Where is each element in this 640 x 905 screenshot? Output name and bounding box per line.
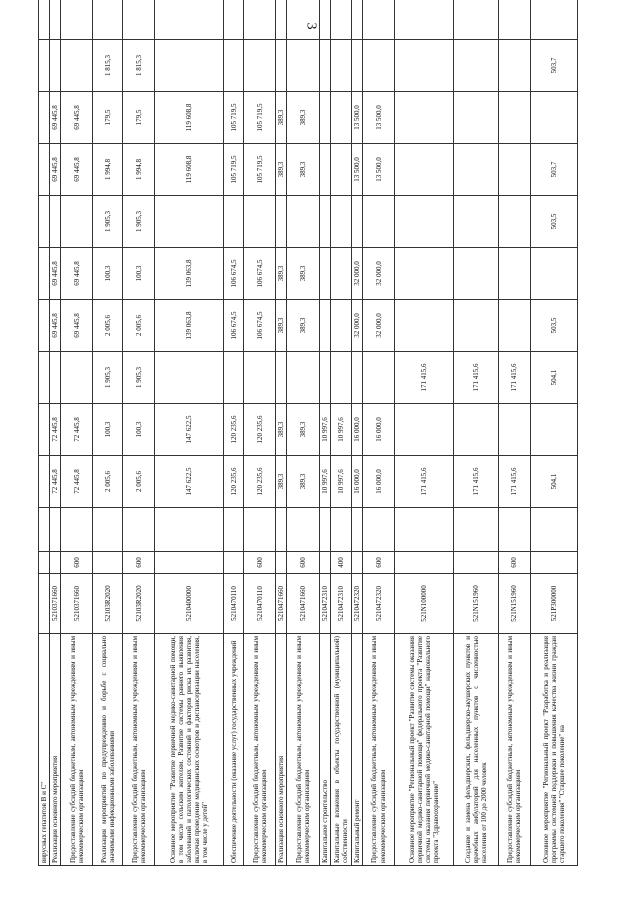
amount-cell <box>287 196 319 248</box>
budget-code-cell: 5210472320 <box>362 574 394 634</box>
amount-cell <box>276 0 287 40</box>
budget-code-cell: 5210470110 <box>244 574 276 634</box>
table-row <box>276 0 287 866</box>
amount-cell <box>244 0 276 40</box>
amount-cell <box>454 40 498 92</box>
amount-cell <box>155 352 224 404</box>
amount-cell <box>330 352 351 404</box>
amount-cell <box>530 508 577 552</box>
amount-cell <box>362 196 394 248</box>
amount-cell: 100,3 <box>93 248 123 300</box>
amount-cell <box>330 300 351 352</box>
amount-cell <box>454 404 498 456</box>
amount-cell <box>39 508 50 552</box>
expense-type-cell <box>276 552 287 574</box>
amount-cell <box>319 352 330 404</box>
amount-cell <box>351 196 362 248</box>
amount-cell: 32 000,0 <box>351 248 362 300</box>
amount-cell: 13 500,0 <box>351 144 362 196</box>
row-name-cell: Предоставление субсидий бюджетным, автономным учреждениям и иным некоммерческим организациям <box>61 634 93 866</box>
amount-cell <box>530 92 577 144</box>
amount-cell <box>330 144 351 196</box>
table-row <box>61 0 93 866</box>
budget-code-cell: 5210471660 <box>287 574 319 634</box>
amount-cell <box>498 300 530 352</box>
amount-cell: 1 905,3 <box>123 352 155 404</box>
row-name-cell: Предоставление субсидий бюджетным, автономным учреждениям и иным некоммерческим организациям <box>362 634 394 866</box>
amount-cell: 2 005,6 <box>123 456 155 508</box>
row-name-cell: Реализация основного мероприятия <box>50 634 61 866</box>
amount-cell <box>276 196 287 248</box>
amount-cell: 389,3 <box>276 144 287 196</box>
amount-cell <box>276 40 287 92</box>
amount-cell: 179,5 <box>123 92 155 144</box>
amount-cell: 1 905,3 <box>123 196 155 248</box>
amount-cell <box>395 248 454 300</box>
amount-cell: 69 445,8 <box>50 92 61 144</box>
amount-cell <box>39 92 50 144</box>
amount-cell <box>61 508 93 552</box>
table-row <box>155 0 224 866</box>
expense-type-cell <box>50 552 61 574</box>
amount-cell <box>395 0 454 40</box>
amount-cell: 171 415,6 <box>395 456 454 508</box>
amount-cell: 105 719,5 <box>244 92 276 144</box>
amount-cell <box>362 352 394 404</box>
amount-cell: 72 445,8 <box>61 404 93 456</box>
amount-cell <box>395 196 454 248</box>
amount-cell: 147 622,5 <box>155 404 224 456</box>
amount-cell <box>319 92 330 144</box>
row-name-cell: вирусных гепатитов В и С" <box>39 634 50 866</box>
amount-cell <box>498 404 530 456</box>
amount-cell <box>93 508 123 552</box>
amount-cell <box>276 508 287 552</box>
amount-cell: 119 608,8 <box>155 144 224 196</box>
amount-cell: 32 000,0 <box>362 300 394 352</box>
amount-cell <box>454 300 498 352</box>
amount-cell <box>530 404 577 456</box>
amount-cell: 105 719,5 <box>244 144 276 196</box>
amount-cell <box>39 40 50 92</box>
table-row <box>123 0 155 866</box>
amount-cell <box>330 0 351 40</box>
amount-cell: 147 622,5 <box>155 456 224 508</box>
amount-cell <box>498 40 530 92</box>
amount-cell: 32 000,0 <box>351 300 362 352</box>
amount-cell: 69 445,8 <box>61 248 93 300</box>
amount-cell: 1 994,8 <box>93 144 123 196</box>
amount-cell: 1 905,3 <box>93 352 123 404</box>
expense-type-cell <box>224 552 244 574</box>
table-row <box>224 0 244 866</box>
amount-cell: 389,3 <box>287 456 319 508</box>
amount-cell: 389,3 <box>287 92 319 144</box>
amount-cell: 69 445,8 <box>61 300 93 352</box>
budget-code-cell: 521P300000 <box>530 574 577 634</box>
amount-cell <box>39 300 50 352</box>
amount-cell: 10 997,6 <box>330 456 351 508</box>
expense-type-cell: 600 <box>287 552 319 574</box>
amount-cell <box>50 40 61 92</box>
row-name-cell: Основное мероприятие "Региональный проект "Развитие системы оказания первичной медико-санитарной помощи" федерального проекта "Развитие системы оказания первичной медико-санитарной помощи" национального проекта "Здравоохранение" <box>395 634 454 866</box>
budget-table <box>38 0 578 866</box>
amount-cell <box>330 508 351 552</box>
amount-cell <box>39 144 50 196</box>
amount-cell: 1 994,8 <box>123 144 155 196</box>
amount-cell: 179,5 <box>93 92 123 144</box>
amount-cell <box>61 196 93 248</box>
row-name-cell: Предоставление субсидий бюджетным, автономным учреждениям и иным некоммерческим организациям <box>498 634 530 866</box>
amount-cell <box>319 300 330 352</box>
amount-cell: 119 608,8 <box>155 92 224 144</box>
amount-cell: 13 500,0 <box>362 144 394 196</box>
amount-cell: 16 000,0 <box>351 404 362 456</box>
amount-cell: 503,5 <box>530 196 577 248</box>
amount-cell: 69 445,8 <box>61 144 93 196</box>
row-name-cell: Реализация мероприятий по предупреждению и борьбе с социально значимыми инфекционными заболеваниями <box>93 634 123 866</box>
amount-cell: 171 415,6 <box>498 352 530 404</box>
amount-cell: 72 445,8 <box>61 456 93 508</box>
amount-cell <box>362 40 394 92</box>
amount-cell <box>330 248 351 300</box>
amount-cell <box>362 508 394 552</box>
amount-cell <box>319 40 330 92</box>
amount-cell <box>330 196 351 248</box>
amount-cell <box>224 0 244 40</box>
amount-cell <box>498 144 530 196</box>
row-name-cell: Создание и замена фельдшерских, фельдшерско-акушерских пунктов и врачебных амбулаторий для населенных пунктов с численностью населения от 100 до 2000 человек <box>454 634 498 866</box>
amount-cell <box>123 0 155 40</box>
amount-cell <box>93 0 123 40</box>
amount-cell: 504,1 <box>530 352 577 404</box>
expense-type-cell <box>155 552 224 574</box>
row-name-cell: Предоставление субсидий бюджетным, автономным учреждениям и иным некоммерческим организациям <box>123 634 155 866</box>
amount-cell <box>319 144 330 196</box>
budget-code-cell: 5210400000 <box>155 574 224 634</box>
amount-cell <box>498 0 530 40</box>
amount-cell <box>530 0 577 40</box>
amount-cell: 120 235,6 <box>244 456 276 508</box>
budget-code-cell: 5210471660 <box>276 574 287 634</box>
amount-cell: 389,3 <box>276 92 287 144</box>
row-name-cell: Основное мероприятие "Региональный проект "Разработка и реализация программы системной поддержки и повышения качества жизни граждан старшего поколения" "Старшее поколение" на <box>530 634 577 866</box>
expense-type-cell <box>395 552 454 574</box>
amount-cell <box>50 196 61 248</box>
amount-cell: 106 674,5 <box>244 300 276 352</box>
expense-type-cell <box>530 552 577 574</box>
amount-cell: 171 415,6 <box>498 456 530 508</box>
amount-cell <box>50 352 61 404</box>
table-row <box>362 0 394 866</box>
amount-cell <box>498 196 530 248</box>
amount-cell: 1 815,3 <box>93 40 123 92</box>
budget-code-cell: 5210371660 <box>50 574 61 634</box>
amount-cell <box>454 196 498 248</box>
amount-cell: 504,1 <box>530 456 577 508</box>
amount-cell: 106 674,5 <box>224 300 244 352</box>
amount-cell <box>50 0 61 40</box>
amount-cell: 10 997,6 <box>319 456 330 508</box>
expense-type-cell: 600 <box>498 552 530 574</box>
table-row <box>244 0 276 866</box>
amount-cell: 10 997,6 <box>330 404 351 456</box>
amount-cell: 389,3 <box>287 404 319 456</box>
amount-cell: 69 445,8 <box>50 248 61 300</box>
amount-cell <box>351 0 362 40</box>
amount-cell <box>61 352 93 404</box>
expense-type-cell <box>454 552 498 574</box>
amount-cell: 389,3 <box>276 404 287 456</box>
budget-code-cell: 5210472320 <box>351 574 362 634</box>
amount-cell <box>155 196 224 248</box>
table-row <box>39 0 50 866</box>
amount-cell: 389,3 <box>276 456 287 508</box>
budget-code-cell: 5210472310 <box>319 574 330 634</box>
amount-cell: 32 000,0 <box>362 248 394 300</box>
table-row <box>93 0 123 866</box>
row-name-cell: Предоставление субсидий бюджетным, автономным учреждениям и иным некоммерческим организациям <box>287 634 319 866</box>
amount-cell <box>395 92 454 144</box>
rotated-page <box>38 34 578 866</box>
row-name-cell: Основное мероприятие "Развитие первичной медико-санитарной помощи, в том числе сельским жителям. Развитие системы раннего выявления заболеваний и патологических состояний и факторов риска их развития, включая проведение медицинских осмотров и диспансеризации населения, в том числе у детей" <box>155 634 224 866</box>
page-number: 3 <box>303 22 319 30</box>
amount-cell <box>224 352 244 404</box>
budget-code-cell: 52103R2020 <box>123 574 155 634</box>
table-row <box>351 0 362 866</box>
amount-cell <box>395 40 454 92</box>
amount-cell: 13 500,0 <box>362 92 394 144</box>
budget-code-cell: 5210470110 <box>224 574 244 634</box>
amount-cell <box>224 508 244 552</box>
amount-cell: 72 445,8 <box>50 404 61 456</box>
amount-cell <box>287 352 319 404</box>
amount-cell: 100,3 <box>123 248 155 300</box>
amount-cell <box>287 508 319 552</box>
amount-cell <box>123 508 155 552</box>
budget-code-cell: 521N151960 <box>454 574 498 634</box>
expense-type-cell <box>39 552 50 574</box>
expense-type-cell: 600 <box>123 552 155 574</box>
amount-cell <box>454 0 498 40</box>
expense-type-cell: 600 <box>244 552 276 574</box>
table-row <box>50 0 61 866</box>
amount-cell: 171 415,6 <box>395 352 454 404</box>
amount-cell: 503,7 <box>530 144 577 196</box>
amount-cell <box>454 248 498 300</box>
amount-cell <box>454 508 498 552</box>
amount-cell: 389,3 <box>287 248 319 300</box>
amount-cell: 16 000,0 <box>362 456 394 508</box>
amount-cell <box>224 196 244 248</box>
amount-cell: 16 000,0 <box>362 404 394 456</box>
amount-cell <box>351 508 362 552</box>
row-name-cell: Капитальное строительство <box>319 634 330 866</box>
amount-cell: 105 719,5 <box>224 92 244 144</box>
amount-cell: 69 445,8 <box>61 92 93 144</box>
amount-cell <box>244 352 276 404</box>
amount-cell: 2 005,6 <box>93 456 123 508</box>
amount-cell: 72 445,8 <box>50 456 61 508</box>
amount-cell: 120 235,6 <box>224 456 244 508</box>
amount-cell: 171 415,6 <box>454 456 498 508</box>
amount-cell <box>39 352 50 404</box>
table-row <box>498 0 530 866</box>
amount-cell <box>244 508 276 552</box>
amount-cell <box>155 40 224 92</box>
amount-cell: 1 905,3 <box>93 196 123 248</box>
amount-cell: 120 235,6 <box>244 404 276 456</box>
expense-type-cell <box>319 552 330 574</box>
table-body <box>39 0 578 866</box>
amount-cell <box>395 508 454 552</box>
table-row <box>330 0 351 866</box>
amount-cell: 69 445,8 <box>50 300 61 352</box>
row-name-cell: Обеспечение деятельности (оказание услуг) государственных учреждений <box>224 634 244 866</box>
budget-code-cell: 5210472310 <box>330 574 351 634</box>
amount-cell: 10 997,6 <box>319 404 330 456</box>
amount-cell <box>61 0 93 40</box>
amount-cell: 389,3 <box>276 300 287 352</box>
amount-cell: 106 674,5 <box>224 248 244 300</box>
amount-cell: 139 063,8 <box>155 300 224 352</box>
amount-cell <box>50 508 61 552</box>
amount-cell <box>39 404 50 456</box>
row-name-cell: Предоставление субсидий бюджетным, автономным учреждениям и иным некоммерческим организациям <box>244 634 276 866</box>
amount-cell: 105 719,5 <box>224 144 244 196</box>
amount-cell: 503,5 <box>530 300 577 352</box>
table-row <box>287 0 319 866</box>
amount-cell: 139 063,8 <box>155 248 224 300</box>
row-name-cell: Реализация основного мероприятия <box>276 634 287 866</box>
budget-code-cell: 521N100000 <box>395 574 454 634</box>
amount-cell <box>155 508 224 552</box>
amount-cell: 503,7 <box>530 40 577 92</box>
row-name-cell: Капитальные вложения в объекты государственной (муниципальной) собственности <box>330 634 351 866</box>
row-name-cell: Капитальный ремонт <box>351 634 362 866</box>
table-row <box>530 0 577 866</box>
table-row <box>454 0 498 866</box>
amount-cell: 389,3 <box>287 144 319 196</box>
amount-cell <box>330 92 351 144</box>
amount-cell: 100,3 <box>93 404 123 456</box>
amount-cell <box>244 40 276 92</box>
expense-type-cell <box>93 552 123 574</box>
budget-code-cell: 5210371660 <box>61 574 93 634</box>
amount-cell: 2 005,6 <box>123 300 155 352</box>
table-row <box>319 0 330 866</box>
amount-cell <box>224 40 244 92</box>
amount-cell: 16 000,0 <box>351 456 362 508</box>
amount-cell <box>287 40 319 92</box>
amount-cell: 69 445,8 <box>50 144 61 196</box>
amount-cell <box>362 0 394 40</box>
amount-cell <box>351 352 362 404</box>
amount-cell: 2 005,6 <box>93 300 123 352</box>
budget-code-cell: 521N151960 <box>498 574 530 634</box>
amount-cell <box>498 508 530 552</box>
amount-cell: 120 235,6 <box>224 404 244 456</box>
amount-cell <box>498 92 530 144</box>
amount-cell <box>395 300 454 352</box>
amount-cell <box>319 0 330 40</box>
amount-cell <box>319 196 330 248</box>
amount-cell <box>330 40 351 92</box>
amount-cell <box>319 248 330 300</box>
amount-cell <box>39 0 50 40</box>
table-row <box>395 0 454 866</box>
amount-cell: 171 415,6 <box>454 352 498 404</box>
amount-cell <box>155 0 224 40</box>
amount-cell <box>351 40 362 92</box>
budget-code-cell <box>39 574 50 634</box>
amount-cell <box>61 40 93 92</box>
amount-cell <box>395 144 454 196</box>
amount-cell <box>454 92 498 144</box>
expense-type-cell <box>351 552 362 574</box>
amount-cell <box>39 196 50 248</box>
expense-type-cell: 400 <box>330 552 351 574</box>
amount-cell: 389,3 <box>287 300 319 352</box>
amount-cell: 1 815,3 <box>123 40 155 92</box>
amount-cell <box>244 196 276 248</box>
amount-cell <box>39 456 50 508</box>
amount-cell <box>319 508 330 552</box>
amount-cell <box>287 0 319 40</box>
amount-cell <box>530 248 577 300</box>
amount-cell <box>276 352 287 404</box>
amount-cell <box>498 248 530 300</box>
expense-type-cell: 600 <box>61 552 93 574</box>
amount-cell: 100,3 <box>123 404 155 456</box>
amount-cell <box>395 404 454 456</box>
amount-cell: 13 500,0 <box>351 92 362 144</box>
amount-cell: 106 674,5 <box>244 248 276 300</box>
expense-type-cell: 600 <box>362 552 394 574</box>
budget-code-cell: 52103R2020 <box>93 574 123 634</box>
amount-cell: 389,3 <box>276 248 287 300</box>
amount-cell <box>39 248 50 300</box>
amount-cell <box>454 144 498 196</box>
